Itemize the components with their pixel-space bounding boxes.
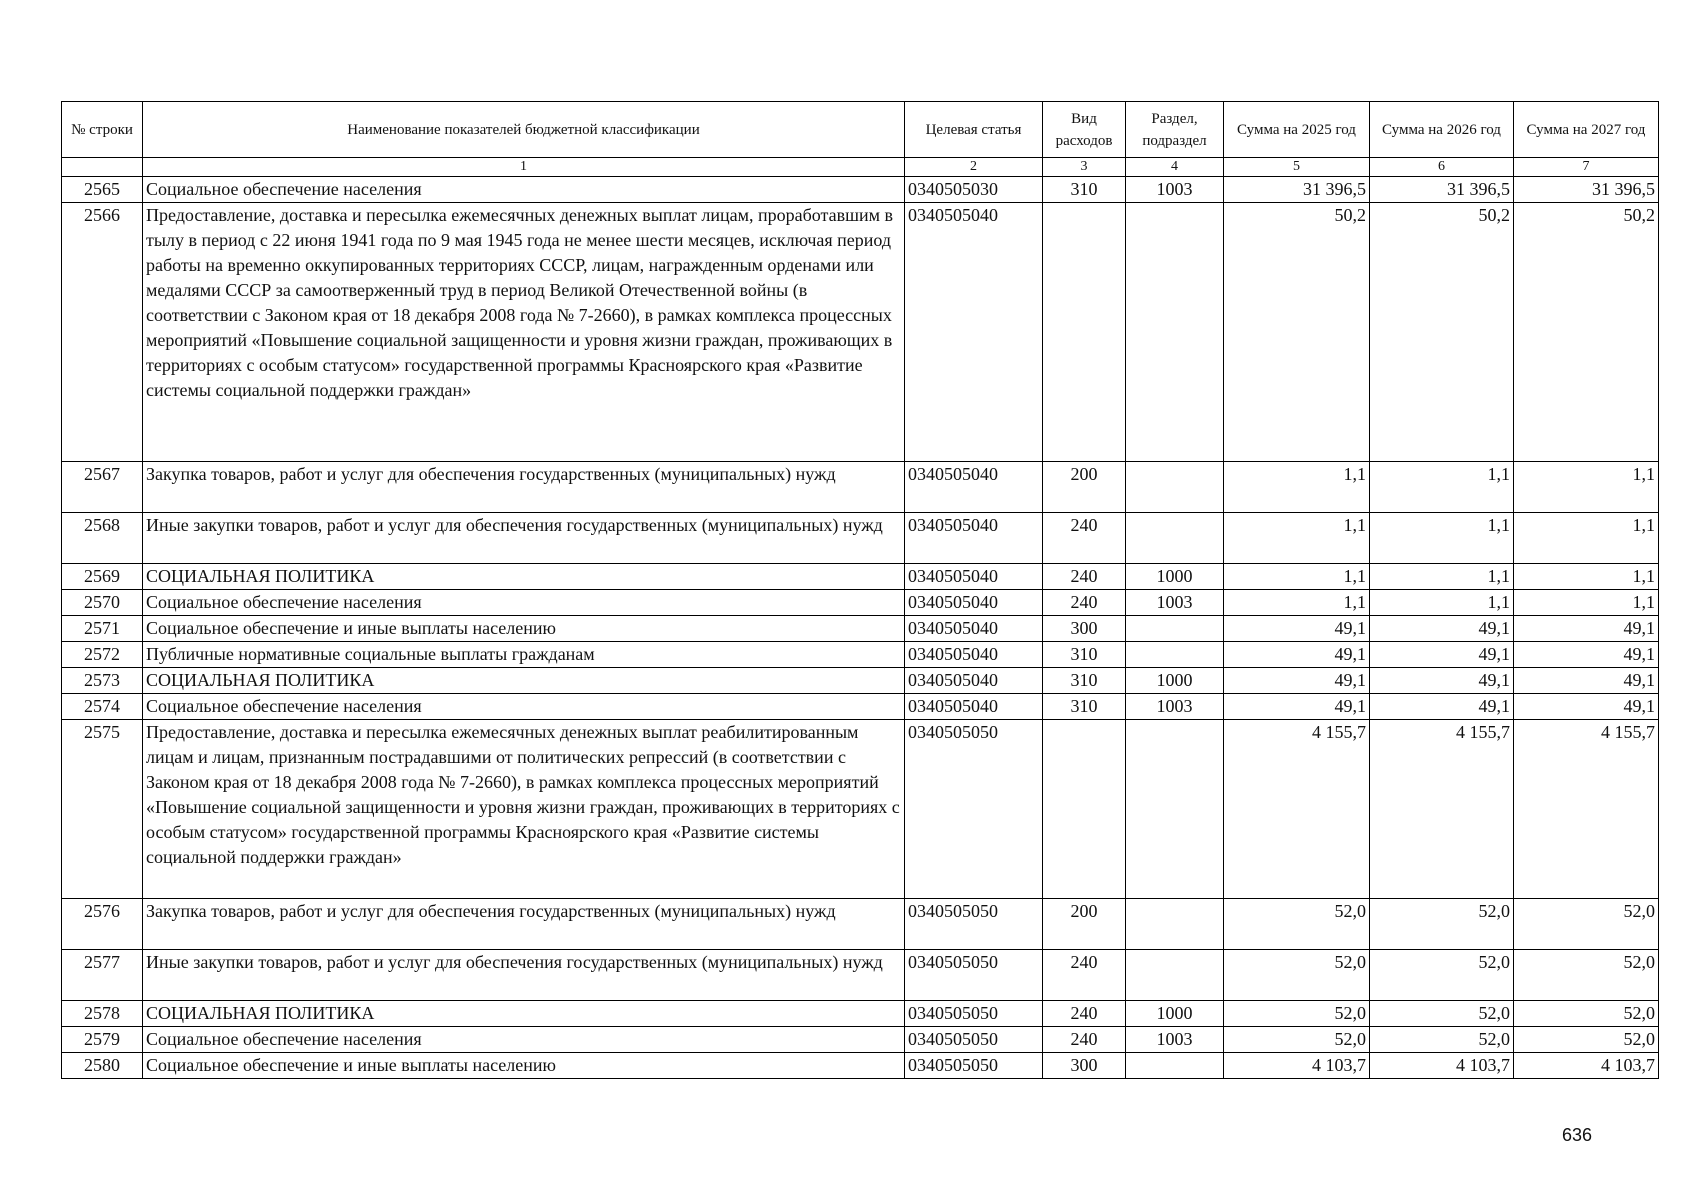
row-sum-2027: 1,1 [1514, 590, 1659, 616]
table-row [62, 694, 1659, 720]
row-razdel: 1003 [1126, 694, 1224, 720]
row-razdel [1126, 203, 1224, 462]
row-sum-2027: 49,1 [1514, 642, 1659, 668]
row-sum-2026: 52,0 [1370, 899, 1514, 950]
row-sum-2027: 50,2 [1514, 203, 1659, 462]
table-row [62, 177, 1659, 203]
row-number: 2578 [62, 1001, 143, 1027]
row-name: Закупка товаров, работ и услуг для обеспечения государственных (муниципальных) нужд [143, 462, 905, 513]
row-sum-2027: 1,1 [1514, 513, 1659, 564]
row-name: СОЦИАЛЬНАЯ ПОЛИТИКА [143, 668, 905, 694]
row-target: 0340505040 [905, 513, 1043, 564]
row-number: 2567 [62, 462, 143, 513]
row-razdel: 1003 [1126, 1027, 1224, 1053]
row-sum-2025: 49,1 [1224, 694, 1370, 720]
row-number: 2566 [62, 203, 143, 462]
row-target: 0340505040 [905, 203, 1043, 462]
row-sum-2027: 4 103,7 [1514, 1053, 1659, 1079]
row-number: 2572 [62, 642, 143, 668]
row-sum-2027: 49,1 [1514, 668, 1659, 694]
row-name: Социальное обеспечение и иные выплаты населению [143, 616, 905, 642]
row-razdel: 1000 [1126, 668, 1224, 694]
row-sum-2026: 49,1 [1370, 642, 1514, 668]
row-sum-2027: 49,1 [1514, 616, 1659, 642]
row-vid: 310 [1043, 642, 1126, 668]
table-row [62, 564, 1659, 590]
row-target: 0340505040 [905, 564, 1043, 590]
row-sum-2026: 31 396,5 [1370, 177, 1514, 203]
row-sum-2027: 1,1 [1514, 564, 1659, 590]
row-name: Социальное обеспечение населения [143, 1027, 905, 1053]
row-razdel [1126, 513, 1224, 564]
row-sum-2026: 50,2 [1370, 203, 1514, 462]
table-row [62, 462, 1659, 513]
row-name: Социальное обеспечение и иные выплаты населению [143, 1053, 905, 1079]
row-vid [1043, 720, 1126, 899]
table-row [62, 590, 1659, 616]
row-sum-2025: 1,1 [1224, 513, 1370, 564]
row-sum-2025: 4 103,7 [1224, 1053, 1370, 1079]
row-razdel: 1000 [1126, 1001, 1224, 1027]
row-name: СОЦИАЛЬНАЯ ПОЛИТИКА [143, 564, 905, 590]
row-sum-2025: 49,1 [1224, 668, 1370, 694]
row-target: 0340505050 [905, 720, 1043, 899]
header-sum-2026: Сумма на 2026 год [1370, 102, 1514, 158]
row-vid: 310 [1043, 694, 1126, 720]
row-sum-2026: 52,0 [1370, 950, 1514, 1001]
row-target: 0340505030 [905, 177, 1043, 203]
row-sum-2027: 52,0 [1514, 950, 1659, 1001]
row-name: СОЦИАЛЬНАЯ ПОЛИТИКА [143, 1001, 905, 1027]
row-sum-2026: 4 103,7 [1370, 1053, 1514, 1079]
row-sum-2025: 52,0 [1224, 950, 1370, 1001]
row-vid: 240 [1043, 590, 1126, 616]
row-sum-2025: 4 155,7 [1224, 720, 1370, 899]
column-number: 6 [1370, 158, 1514, 177]
table-row [62, 203, 1659, 462]
row-number: 2568 [62, 513, 143, 564]
row-name: Предоставление, доставка и пересылка ежемесячных денежных выплат реабилитированным лицам и лицам, признанным пострадавшими от политических репрессий (в соответствии с Законом края от 18 декабря 2008 года № 7-2660), в рамках комплекса процессных мероприятий «Повышение социальной защищенности и уровня жизни граждан, проживающих в территориях с особым статусом» государственной программы Красноярского края «Развитие системы социальной поддержки граждан» [143, 720, 905, 899]
row-sum-2026: 49,1 [1370, 616, 1514, 642]
column-number: 2 [905, 158, 1043, 177]
row-razdel [1126, 642, 1224, 668]
row-sum-2026: 1,1 [1370, 564, 1514, 590]
row-razdel [1126, 899, 1224, 950]
row-sum-2026: 52,0 [1370, 1001, 1514, 1027]
row-sum-2026: 1,1 [1370, 462, 1514, 513]
header-name: Наименование показателей бюджетной классификации [143, 102, 905, 158]
row-sum-2025: 31 396,5 [1224, 177, 1370, 203]
row-target: 0340505050 [905, 1001, 1043, 1027]
table-row [62, 1053, 1659, 1079]
row-name: Иные закупки товаров, работ и услуг для обеспечения государственных (муниципальных) нужд [143, 513, 905, 564]
row-sum-2025: 52,0 [1224, 1027, 1370, 1053]
row-vid [1043, 203, 1126, 462]
row-vid: 240 [1043, 1027, 1126, 1053]
row-target: 0340505040 [905, 694, 1043, 720]
header-row-number: № строки [62, 102, 143, 158]
header-sum-2027: Сумма на 2027 год [1514, 102, 1659, 158]
row-vid: 240 [1043, 1001, 1126, 1027]
row-vid: 240 [1043, 513, 1126, 564]
row-target: 0340505040 [905, 668, 1043, 694]
row-sum-2026: 1,1 [1370, 513, 1514, 564]
row-sum-2025: 49,1 [1224, 642, 1370, 668]
row-target: 0340505050 [905, 950, 1043, 1001]
row-number: 2571 [62, 616, 143, 642]
row-number: 2579 [62, 1027, 143, 1053]
row-razdel [1126, 462, 1224, 513]
row-vid: 240 [1043, 564, 1126, 590]
table-row [62, 899, 1659, 950]
row-sum-2026: 1,1 [1370, 590, 1514, 616]
table-row [62, 720, 1659, 899]
row-number: 2574 [62, 694, 143, 720]
table-row [62, 513, 1659, 564]
column-number: 3 [1043, 158, 1126, 177]
column-number-row [62, 158, 1659, 177]
row-razdel: 1003 [1126, 177, 1224, 203]
row-name: Иные закупки товаров, работ и услуг для обеспечения государственных (муниципальных) нужд [143, 950, 905, 1001]
row-name: Публичные нормативные социальные выплаты гражданам [143, 642, 905, 668]
row-number: 2576 [62, 899, 143, 950]
row-sum-2025: 1,1 [1224, 462, 1370, 513]
page-number: 636 [1561, 1125, 1592, 1145]
row-sum-2025: 50,2 [1224, 203, 1370, 462]
row-number: 2575 [62, 720, 143, 899]
row-sum-2027: 4 155,7 [1514, 720, 1659, 899]
row-vid: 200 [1043, 462, 1126, 513]
table-row [62, 668, 1659, 694]
row-razdel [1126, 950, 1224, 1001]
table-row [62, 616, 1659, 642]
row-sum-2027: 1,1 [1514, 462, 1659, 513]
row-vid: 240 [1043, 950, 1126, 1001]
row-razdel [1126, 1053, 1224, 1079]
row-razdel [1126, 720, 1224, 899]
row-target: 0340505040 [905, 590, 1043, 616]
row-sum-2025: 49,1 [1224, 616, 1370, 642]
row-target: 0340505050 [905, 1053, 1043, 1079]
row-number: 2580 [62, 1053, 143, 1079]
header-target: Целевая статья [905, 102, 1043, 158]
row-sum-2027: 52,0 [1514, 1027, 1659, 1053]
row-sum-2027: 52,0 [1514, 899, 1659, 950]
row-target: 0340505040 [905, 462, 1043, 513]
row-number: 2573 [62, 668, 143, 694]
row-target: 0340505040 [905, 642, 1043, 668]
header-row [62, 102, 1659, 158]
column-number: 1 [143, 158, 905, 177]
budget-table [61, 101, 1659, 1079]
table-row [62, 1001, 1659, 1027]
row-sum-2026: 52,0 [1370, 1027, 1514, 1053]
row-sum-2026: 49,1 [1370, 694, 1514, 720]
column-number [62, 158, 143, 177]
row-sum-2027: 31 396,5 [1514, 177, 1659, 203]
row-number: 2569 [62, 564, 143, 590]
row-sum-2025: 1,1 [1224, 590, 1370, 616]
row-vid: 300 [1043, 1053, 1126, 1079]
row-name: Предоставление, доставка и пересылка ежемесячных денежных выплат лицам, проработавшим в тылу в период с 22 июня 1941 года по 9 мая 1945 года не менее шести месяцев, исключая период работы на временно оккупированных территориях СССР, лицам, награжденным орденами или медалями СССР за самоотверженный труд в период Великой Отечественной войны (в соответствии с Законом края от 18 декабря 2008 года № 7-2660), в рамках комплекса процессных мероприятий «Повышение социальной защищенности и уровня жизни граждан, проживающих в территориях с особым статусом» государственной программы Красноярского края «Развитие системы социальной поддержки граждан» [143, 203, 905, 462]
row-number: 2570 [62, 590, 143, 616]
row-vid: 310 [1043, 668, 1126, 694]
header-vid: Вид расходов [1043, 102, 1126, 158]
row-number: 2577 [62, 950, 143, 1001]
column-number: 7 [1514, 158, 1659, 177]
column-number: 4 [1126, 158, 1224, 177]
table-row [62, 1027, 1659, 1053]
row-target: 0340505050 [905, 899, 1043, 950]
column-number: 5 [1224, 158, 1370, 177]
row-sum-2025: 1,1 [1224, 564, 1370, 590]
row-sum-2026: 4 155,7 [1370, 720, 1514, 899]
row-name: Социальное обеспечение населения [143, 590, 905, 616]
row-vid: 300 [1043, 616, 1126, 642]
header-razdel: Раздел, подраздел [1126, 102, 1224, 158]
row-target: 0340505050 [905, 1027, 1043, 1053]
table-row [62, 950, 1659, 1001]
row-razdel [1126, 616, 1224, 642]
row-vid: 310 [1043, 177, 1126, 203]
table-row [62, 642, 1659, 668]
row-target: 0340505040 [905, 616, 1043, 642]
row-name: Социальное обеспечение населения [143, 177, 905, 203]
row-sum-2026: 49,1 [1370, 668, 1514, 694]
row-sum-2025: 52,0 [1224, 1001, 1370, 1027]
header-sum-2025: Сумма на 2025 год [1224, 102, 1370, 158]
row-razdel: 1003 [1126, 590, 1224, 616]
row-name: Закупка товаров, работ и услуг для обеспечения государственных (муниципальных) нужд [143, 899, 905, 950]
row-name: Социальное обеспечение населения [143, 694, 905, 720]
row-razdel: 1000 [1126, 564, 1224, 590]
row-sum-2025: 52,0 [1224, 899, 1370, 950]
row-sum-2027: 49,1 [1514, 694, 1659, 720]
row-sum-2027: 52,0 [1514, 1001, 1659, 1027]
row-number: 2565 [62, 177, 143, 203]
row-vid: 200 [1043, 899, 1126, 950]
